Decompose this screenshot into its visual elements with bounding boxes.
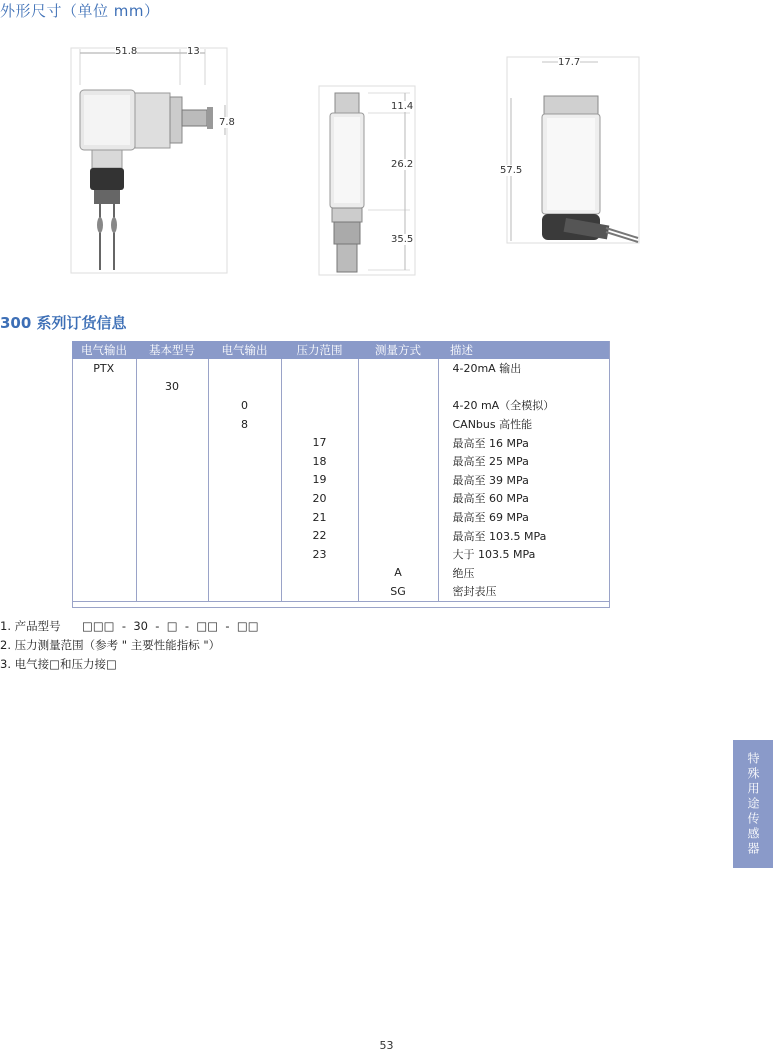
table-row <box>72 433 609 452</box>
table-cell <box>72 508 136 527</box>
table-cell <box>72 489 136 508</box>
table-cell <box>358 471 438 490</box>
table-row <box>72 452 609 471</box>
table-cell <box>72 415 136 434</box>
side-tab[interactable]: 特殊用途传感器 <box>733 740 773 868</box>
table-cell: 8 <box>208 415 281 434</box>
table-row <box>72 526 609 545</box>
drawing-front-view <box>318 85 418 277</box>
table-cell: 20 <box>281 489 358 508</box>
table-cell <box>358 489 438 508</box>
table-cell <box>72 396 136 415</box>
col-header: 电气输出 <box>72 341 136 359</box>
table-row <box>72 378 609 397</box>
table-cell <box>358 433 438 452</box>
table-cell <box>358 415 438 434</box>
table-cell: 21 <box>281 508 358 527</box>
table-cell <box>358 526 438 545</box>
table-cell <box>208 564 281 583</box>
table-cell <box>136 433 208 452</box>
table-cell <box>136 359 208 378</box>
dim-13: 13 <box>187 46 200 57</box>
dim-17-7: 17.7 <box>558 57 581 68</box>
col-header: 基本型号 <box>136 341 208 359</box>
table-cell <box>281 396 358 415</box>
table-cell <box>281 582 358 601</box>
table-cell <box>72 526 136 545</box>
table-cell <box>281 415 358 434</box>
table-cell <box>208 545 281 564</box>
table-cell: 最高至 103.5 MPa <box>438 526 609 545</box>
table-cell: 绝压 <box>438 564 609 583</box>
note-2: 2. 压力测量范围（参考 " 主要性能指标 "） <box>0 638 221 652</box>
table-cell <box>208 508 281 527</box>
table-cell <box>136 545 208 564</box>
table-cell: 0 <box>208 396 281 415</box>
table-cell <box>136 582 208 601</box>
table-cell <box>72 433 136 452</box>
order-table <box>72 341 609 602</box>
table-cell <box>208 452 281 471</box>
table-cell <box>208 526 281 545</box>
dim-26-2: 26.2 <box>391 159 414 170</box>
table-cell <box>208 433 281 452</box>
page-number: 53 <box>379 1039 394 1052</box>
drawing-side-view <box>70 45 230 275</box>
table-cell <box>438 378 609 397</box>
col-header: 压力范围 <box>281 341 358 359</box>
table-cell <box>358 378 438 397</box>
table-cell: SG <box>358 582 438 601</box>
dim-51-8: 51.8 <box>115 46 138 57</box>
dim-11-4: 11.4 <box>391 101 414 112</box>
table-cell <box>136 489 208 508</box>
table-cell <box>208 489 281 508</box>
table-cell <box>208 471 281 490</box>
table-cell: 30 <box>136 378 208 397</box>
table-row <box>72 471 609 490</box>
table-cell: 最高至 25 MPa <box>438 452 609 471</box>
dim-7-8: 7.8 <box>219 117 235 128</box>
note-3: 3. 电气接□和压力接□ <box>0 657 117 671</box>
table-row <box>72 489 609 508</box>
note-1 <box>0 617 259 636</box>
table-cell: 最高至 69 MPa <box>438 508 609 527</box>
table-cell: 最高至 16 MPa <box>438 433 609 452</box>
table-cell: 密封表压 <box>438 582 609 601</box>
table-cell: PTX <box>93 361 115 375</box>
table-cell <box>72 471 136 490</box>
dim-35-5: 35.5 <box>391 234 414 245</box>
table-cell <box>358 508 438 527</box>
col-header: 电气输出 <box>208 341 281 359</box>
table-cell: A <box>358 564 438 583</box>
table-cell <box>208 582 281 601</box>
table-cell <box>358 545 438 564</box>
table-header-row <box>72 341 609 359</box>
table-cell <box>136 396 208 415</box>
table-cell <box>72 582 136 601</box>
table-row <box>72 396 609 415</box>
table-cell <box>136 564 208 583</box>
table-cell: 4-20mA 输出 <box>438 359 609 378</box>
table-row <box>72 564 609 583</box>
table-cell <box>358 396 438 415</box>
table-cell: 19 <box>281 471 358 490</box>
col-header: 测量方式 <box>358 341 438 359</box>
table-cell <box>72 452 136 471</box>
table-cell: 最高至 39 MPa <box>438 471 609 490</box>
model-code-template: □□□ - 30 - □ - □□ - □□ <box>81 619 259 633</box>
table-cell <box>136 508 208 527</box>
table-cell <box>281 359 358 378</box>
table-cell: 大于 103.5 MPa <box>438 545 609 564</box>
dimensions-heading: 外形尺寸（单位 mm） <box>0 2 160 20</box>
note-1-label: 1. 产品型号 <box>0 619 61 633</box>
table-cell: CANbus 高性能 <box>438 415 609 434</box>
table-cell <box>72 545 136 564</box>
table-cell: 4-20 mA（全模拟） <box>438 396 609 415</box>
table-cell <box>72 378 136 397</box>
table-row <box>72 545 609 564</box>
table-cell <box>136 452 208 471</box>
notes <box>0 617 259 674</box>
table-cell: 23 <box>281 545 358 564</box>
table-row <box>72 582 609 601</box>
table-cell: 最高至 60 MPa <box>438 489 609 508</box>
table-cell <box>281 564 358 583</box>
table-cell: 22 <box>281 526 358 545</box>
table-cell: 18 <box>281 452 358 471</box>
dim-57-5: 57.5 <box>500 165 523 176</box>
col-header: 描述 <box>438 341 609 359</box>
table-row <box>72 415 609 434</box>
table-row <box>72 508 609 527</box>
table-row <box>72 359 609 378</box>
table-cell <box>281 378 358 397</box>
table-cell <box>358 359 438 378</box>
table-cell <box>208 378 281 397</box>
table-cell: 17 <box>281 433 358 452</box>
table-cell <box>358 452 438 471</box>
order-heading: 300 系列订货信息 <box>0 314 127 332</box>
table-cell <box>136 471 208 490</box>
table-cell <box>136 526 208 545</box>
table-cell <box>208 359 281 378</box>
table-cell <box>136 415 208 434</box>
drawing-top-view <box>506 56 642 246</box>
table-cell <box>72 564 136 583</box>
